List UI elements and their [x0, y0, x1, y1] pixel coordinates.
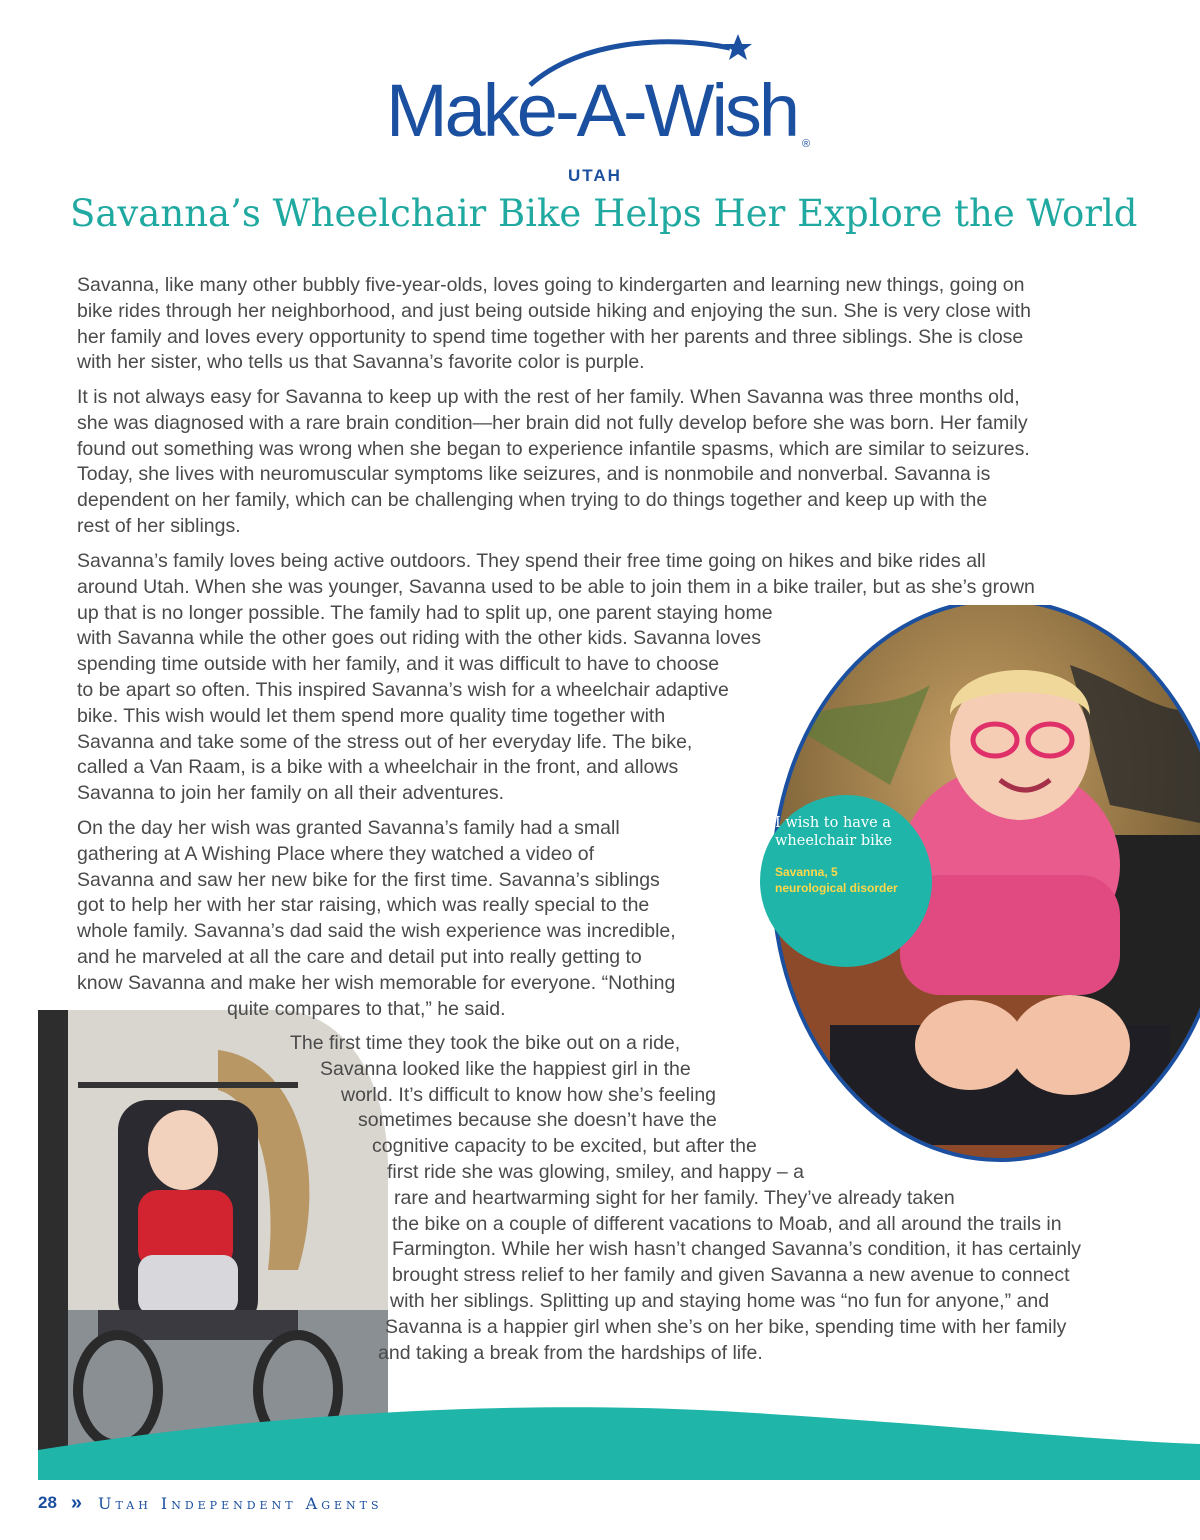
text-line: dependent on her family, which can be challenging when trying to do things together and keep up with the: [77, 489, 988, 512]
text-line: rare and heartwarming sight for her family. They’ve already taken: [394, 1186, 955, 1209]
text-line: rest of her siblings.: [77, 514, 241, 537]
text-line: Farmington. While her wish hasn’t changed Savanna’s condition, it has certainly: [392, 1238, 1082, 1261]
text-line: bike rides through her neighborhood, and just being outside hiking and enjoying the sun. She is very close with: [77, 299, 1031, 322]
text-line: whole family. Savanna’s dad said the wish experience was incredible,: [77, 920, 676, 943]
logo-registered: ®: [802, 138, 811, 150]
text-line: her family and loves every opportunity to spend time together with her parents and three siblings. She is close: [77, 325, 1024, 348]
make-a-wish-logo: [380, 30, 830, 185]
text-line: world. It’s difficult to know how she’s feeling: [341, 1083, 717, 1106]
text-line: the bike on a couple of different vacations to Moab, and all around the trails in: [392, 1212, 1062, 1235]
text-line: sometimes because she doesn’t have the: [358, 1109, 717, 1132]
text-line: and taking a break from the hardships of life.: [378, 1341, 763, 1364]
publication-name: Utah Independent Agents: [98, 1493, 383, 1513]
text-line: cognitive capacity to be excited, but after the: [372, 1135, 757, 1158]
text-line: spending time outside with her family, and it was difficult to have to choose: [77, 653, 720, 676]
text-line: she was diagnosed with a rare brain condition—her brain did not fully develop before she was born. Her family: [77, 411, 1028, 434]
text-line: gathering at A Wishing Place where they watched a video of: [77, 842, 595, 865]
paragraph-1: [77, 273, 1031, 376]
paragraph-5: [0, 1031, 1081, 1366]
text-line: Savanna looked like the happiest girl in the: [320, 1057, 691, 1080]
text-line: Today, she lives with neuromuscular symptoms like seizures, and is nonmobile and nonverbal. Savanna is: [77, 463, 991, 486]
text-line: around Utah. When she was younger, Savanna used to be able to join them in a bike trailer, but as she’s grown: [77, 575, 1035, 598]
quote-name: Savanna, 5: [775, 865, 838, 879]
text-line: first ride she was glowing, smiley, and happy – a: [387, 1160, 804, 1183]
text-line: know Savanna and make her wish memorable for everyone. “Nothing: [77, 971, 676, 994]
text-line: bike. This wish would let them spend more quality time together with: [77, 704, 666, 727]
paragraph-3: [77, 549, 1035, 807]
text-line: with her siblings. Splitting up and staying home was “no fun for anyone,” and: [390, 1289, 1050, 1312]
text-line: up that is no longer possible. The family had to split up, one parent staying home: [77, 601, 773, 624]
text-line: Savanna and saw her new bike for the first time. Savanna’s siblings: [77, 868, 660, 891]
text-line: found out something was wrong when she began to experience infantile spasms, which are similar to seizures.: [77, 437, 1030, 460]
text-line: Savanna to join her family on all their adventures.: [77, 782, 505, 805]
footer-arrow-icon: »: [70, 1491, 83, 1514]
paragraph-2: [77, 385, 1030, 540]
text-line: Savanna and take some of the stress out of her everyday life. The bike,: [77, 730, 693, 753]
text-line: got to help her with her star raising, which was really special to the: [77, 894, 650, 917]
text-line: The first time they took the bike out on a ride,: [290, 1032, 681, 1054]
text-line: Savanna, like many other bubbly five-year-olds, loves going to kindergarten and learning new things, going on: [77, 274, 1025, 296]
teal-wave: [38, 1400, 1200, 1480]
text-line: to be apart so often. This inspired Savanna’s wish for a wheelchair adaptive: [77, 678, 729, 701]
text-line: called a Van Raam, is a bike with a wheelchair in the front, and allows: [77, 756, 679, 779]
text-line: with her sister, who tells us that Savanna’s favorite color is purple.: [77, 351, 645, 374]
logo-region: UTAH: [568, 166, 622, 185]
paragraph-4: [77, 816, 676, 1022]
logo-brand: Make-A-Wish: [386, 69, 798, 152]
page-number: 28: [38, 1493, 57, 1512]
text-line: with Savanna while the other goes out riding with the other kids. Savanna loves: [77, 627, 761, 650]
text-line: Savanna is a happier girl when she’s on her bike, spending time with her family: [385, 1315, 1067, 1338]
text-line: and he marveled at all the care and detail put into really getting to: [77, 945, 642, 968]
text-line: Savanna’s family loves being active outdoors. They spend their free time going on hikes and bike rides all: [77, 550, 986, 572]
text-line: brought stress relief to her family and given Savanna a new avenue to connect: [392, 1264, 1070, 1287]
text-line: quite compares to that,” he said.: [227, 997, 506, 1020]
page-footer: [38, 1488, 383, 1518]
text-line: On the day her wish was granted Savanna’s family had a small: [77, 817, 620, 839]
star-icon: [724, 34, 752, 60]
article-title: Savanna’s Wheelchair Bike Helps Her Explore the World: [70, 192, 1138, 235]
quote-attribution: [775, 864, 935, 896]
text-line: It is not always easy for Savanna to keep up with the rest of her family. When Savanna was three months old,: [77, 386, 1020, 408]
quote-text: I wish to have a wheelchair bike: [775, 815, 893, 849]
quote-condition: neurological disorder: [775, 881, 898, 895]
